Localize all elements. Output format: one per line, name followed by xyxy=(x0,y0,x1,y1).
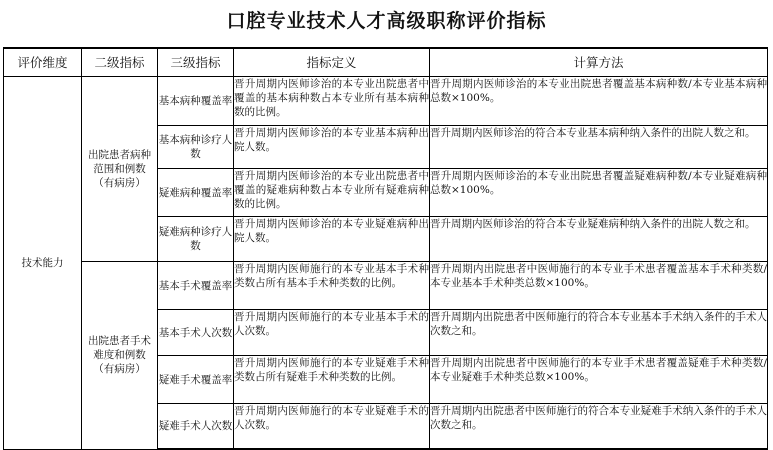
header-method: 计算方法 xyxy=(430,48,768,77)
indicator-cell: 基本病种诊疗人数 xyxy=(158,126,234,169)
definition-cell: 晋升周期内医师诊治的本专业基本病种出院人数。 xyxy=(234,126,430,169)
indicator-cell: 疑难病种诊疗人数 xyxy=(158,217,234,262)
indicator-cell: 基本手术覆盖率 xyxy=(158,262,234,310)
definition-cell: 晋升周期内医师诊治的本专业出院患者中覆盖的疑难病种数占本专业所有疑难病种数的比例。 xyxy=(234,169,430,217)
indicator-cell: 基本病种覆盖率 xyxy=(158,77,234,126)
indicator-cell: 疑难病种覆盖率 xyxy=(158,169,234,217)
indicator-cell: 疑难手术人次数 xyxy=(158,404,234,450)
header-dimension: 评价维度 xyxy=(4,48,82,77)
header-definition: 指标定义 xyxy=(234,48,430,77)
header-tertiary: 三级指标 xyxy=(158,48,234,77)
method-cell: 晋升周期内出院患者中医师施行的本专业手术患者覆盖基本手术种类数/本专业基本手术种类总数×100%。 xyxy=(430,262,768,310)
method-cell: 晋升周期内出院患者中医师施行的本专业手术患者覆盖疑难手术种类数/本专业疑难手术种类总数×100%。 xyxy=(430,356,768,404)
page-title: 口腔专业技术人才高级职称评价指标 xyxy=(226,10,547,32)
definition-cell: 晋升周期内医师施行的本专业基本手术的人次数。 xyxy=(234,310,430,356)
definition-cell: 晋升周期内医师诊治的本专业出院患者中覆盖的基本病种数占本专业所有基本病种数的比例。 xyxy=(234,77,430,126)
dimension-cell: 技术能力 xyxy=(4,77,82,450)
definition-cell: 晋升周期内医师施行的本专业疑难手术的人次数。 xyxy=(234,404,430,450)
method-cell: 晋升周期内医师诊治的符合本专业基本病种纳入条件的出院人数之和。 xyxy=(430,126,768,169)
method-cell: 晋升周期内出院患者中医师施行的符合本专业基本手术纳入条件的手术人次数之和。 xyxy=(430,310,768,356)
definition-cell: 晋升周期内医师施行的本专业基本手术种类数占所有基本手术种类数的比例。 xyxy=(234,262,430,310)
group-cell-disease: 出院患者病种范围和例数（有病房） xyxy=(82,77,158,262)
table-header-row xyxy=(4,48,768,77)
indicator-cell: 疑难手术覆盖率 xyxy=(158,356,234,404)
group-cell-surgery: 出院患者手术难度和例数（有病房） xyxy=(82,262,158,450)
table-row xyxy=(4,77,768,126)
evaluation-table xyxy=(3,47,768,450)
method-cell: 晋升周期内医师诊治的符合本专业疑难病种纳入条件的出院人数之和。 xyxy=(430,217,768,262)
table-row xyxy=(4,262,768,310)
definition-cell: 晋升周期内医师诊治的本专业疑难病种出院人数。 xyxy=(234,217,430,262)
header-secondary: 二级指标 xyxy=(82,48,158,77)
method-cell: 晋升周期内医师诊治的本专业出院患者覆盖疑难病种数/本专业疑难病种总数×100%。 xyxy=(430,169,768,217)
definition-cell: 晋升周期内医师施行的本专业疑难手术种类数占所有疑难手术种类数的比例。 xyxy=(234,356,430,404)
method-cell: 晋升周期内医师诊治的本专业出院患者覆盖基本病种数/本专业基本病种总数×100%。 xyxy=(430,77,768,126)
indicator-cell: 基本手术人次数 xyxy=(158,310,234,356)
method-cell: 晋升周期内出院患者中医师施行的符合本专业疑难手术纳入条件的手术人次数之和。 xyxy=(430,404,768,450)
